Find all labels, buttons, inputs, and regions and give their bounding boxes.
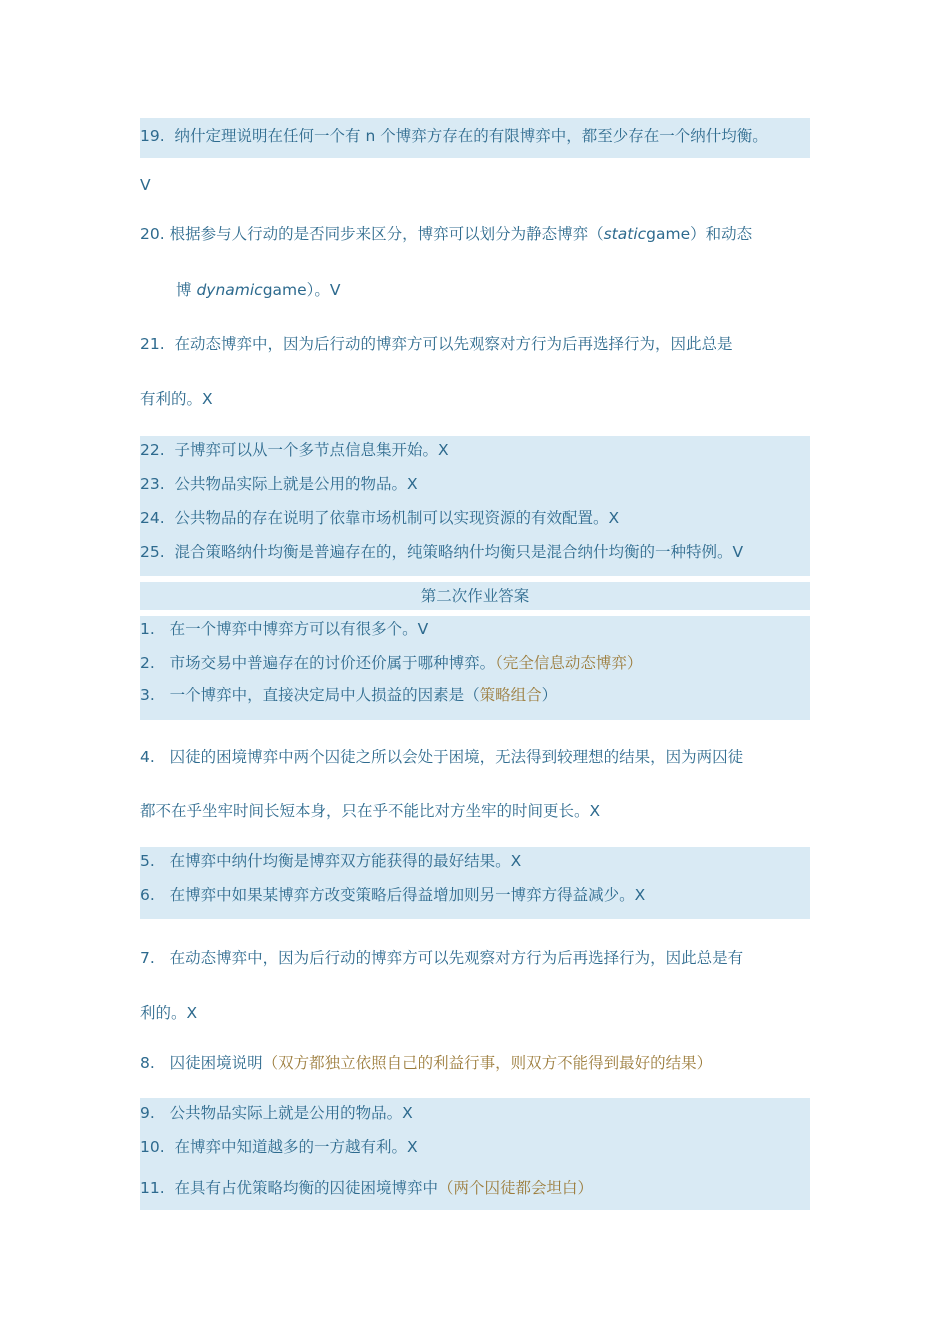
item-italic: static [603,225,647,243]
item-text: 公共物品实际上就是公用的物品。X [169,1104,413,1122]
list-item-20 [140,224,752,244]
list-item-19 [140,126,768,146]
list-item-1 [140,619,428,639]
item-answer: （两个囚徒都会坦白） [438,1179,594,1197]
item-answer: 策略组合 [479,686,542,704]
item-text: 公共物品实际上就是公用的物品。X [174,475,418,493]
item-continuation [140,1003,197,1023]
item-number: 20. [140,225,165,243]
item-number: 21. [140,335,165,353]
list-item-8 [140,1053,712,1073]
item-number: 3. [140,686,155,704]
item-number: 9. [140,1104,155,1122]
list-item-6 [140,885,645,905]
list-item-23 [140,474,418,494]
item-number: 2. [140,654,155,672]
item-continuation [140,175,151,195]
item-text: 在动态博弈中，因为后行动的博弈方可以先观察对方行为后再选择行为，因此总是有 [169,949,744,967]
item-text: 在具有占优策略均衡的囚徒困境博弈中 [174,1179,439,1197]
list-item-11 [140,1178,593,1198]
item-answer: （双方都独立依照自己的利益行事，则双方不能得到最好的结果） [262,1054,713,1072]
item-text: 利的。X [140,1004,198,1022]
section-title: 第二次作业答案 [420,587,530,605]
item-text: 纳什定理说明在任何一个有 n 个博弈方存在的有限博弈中，都至少存在一个纳什均衡。 [174,127,768,145]
list-item-25 [140,542,743,562]
list-item-2 [140,653,642,673]
item-text: 有利的。X [140,390,213,408]
item-text: 混合策略纳什均衡是普遍存在的，纯策略纳什均衡只是混合纳什均衡的一种特例。V [174,543,744,561]
list-item-3 [140,685,557,705]
item-number: 7. [140,949,155,967]
item-number: 1. [140,620,155,638]
item-text: 囚徒困境说明 [169,1054,263,1072]
item-text: 一个博弈中，直接决定局中人损益的因素是（ [169,686,480,704]
item-text: 在动态博弈中，因为后行动的博弈方可以先观察对方行为后再选择行为，因此总是 [174,335,733,353]
list-item-24 [140,508,619,528]
item-number: 22. [140,441,165,459]
item-number: 24. [140,509,165,527]
item-text: 博 [176,281,197,299]
item-number: 23. [140,475,165,493]
item-text: 在博弈中如果某博弈方改变策略后得益增加则另一博弈方得益减少。X [169,886,646,904]
list-item-10 [140,1137,418,1157]
item-text: 在一个博弈中博弈方可以有很多个。V [169,620,429,638]
list-item-9 [140,1103,413,1123]
item-text: game）和动态 [646,225,753,243]
list-item-7 [140,948,743,968]
item-italic: dynamic [196,281,263,299]
list-item-21 [140,334,733,354]
item-continuation [140,801,600,821]
item-number: 11. [140,1179,165,1197]
list-item-4 [140,747,743,767]
item-number: 25. [140,543,165,561]
item-text: 都不在乎坐牢时间长短本身，只在乎不能比对方坐牢的时间更长。X [140,802,601,820]
item-continuation [176,280,341,300]
item-number: 8. [140,1054,155,1072]
list-item-5 [140,851,521,871]
item-text: 根据参与人行动的是否同步来区分，博弈可以划分为静态博弈（ [169,225,604,243]
item-text: 公共物品的存在说明了依靠市场机制可以实现资源的有效配置。X [174,509,620,527]
item-text: ） [541,686,558,704]
item-number: 4. [140,748,155,766]
item-text: 子博弈可以从一个多节点信息集开始。X [174,441,449,459]
item-continuation [140,389,213,409]
item-text: game）。V [262,281,341,299]
item-number: 5. [140,852,155,870]
item-answer: V [140,176,151,194]
item-text: 市场交易中普遍存在的讨价还价属于哪种博弈。 [169,654,496,672]
item-text: 囚徒的困境博弈中两个囚徒之所以会处于困境，无法得到较理想的结果，因为两囚徒 [169,748,744,766]
item-text: 在博弈中知道越多的一方越有利。X [174,1138,418,1156]
list-item-22 [140,440,449,460]
item-answer: （完全信息动态博弈） [495,654,643,672]
item-number: 6. [140,886,155,904]
item-number: 19. [140,127,165,145]
item-text: 在博弈中纳什均衡是博弈双方能获得的最好结果。X [169,852,522,870]
item-number: 10. [140,1138,165,1156]
